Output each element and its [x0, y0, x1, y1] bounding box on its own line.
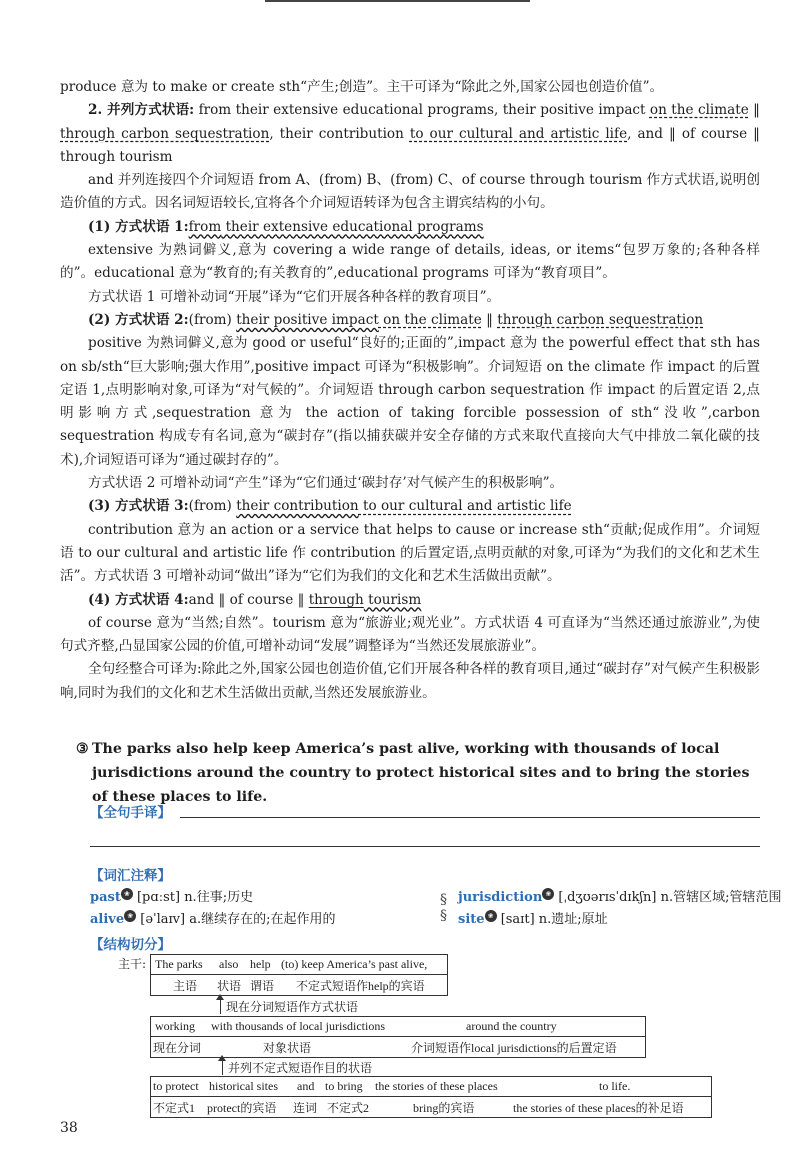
phrase: (from)	[188, 311, 237, 328]
paragraph	[60, 472, 760, 495]
segment: the stories of these places	[375, 1079, 498, 1093]
segment-role: protect的宾语	[207, 1101, 277, 1115]
segment: working	[155, 1019, 195, 1033]
heading-label: 2. 并列方式状语:	[88, 102, 195, 119]
vocab-label: 【词汇注释】	[90, 868, 171, 884]
vocab-definition: n.遗址;原址	[538, 912, 608, 927]
structure-row-infinitive	[150, 1076, 712, 1118]
paragraph-text: extensive 为熟词僻义,意为 covering a wide range of details, ideas, or items“包罗万象的;各种各样的”。educational 意为“教育的;有关教育的”,educational programs 可译为“教育项目”。	[60, 242, 760, 282]
divider-scroll-icon: § §	[440, 892, 447, 924]
segment-role: 主语	[173, 979, 198, 993]
segment-role: 现在分词	[153, 1041, 202, 1055]
frequency-icon: ❀	[124, 910, 136, 922]
vocab-definition: n.往事;历史	[184, 890, 254, 905]
phrase-underlined: to our cultural and artistic life	[358, 498, 572, 515]
vocab-definition: a.继续存在的;在起作用的	[189, 912, 336, 927]
phrase-underlined: through carbon sequestration	[60, 125, 270, 142]
segment-role: 谓语	[250, 979, 275, 993]
phrase: , their contribution	[269, 125, 410, 142]
paragraph	[60, 332, 760, 472]
paragraph	[60, 239, 760, 286]
phrase-wavy: from	[188, 218, 222, 235]
paragraph	[60, 612, 760, 659]
phrase-underlined: on the climate	[378, 311, 482, 328]
phrase-wavy: their positive impact	[236, 311, 379, 328]
paragraph-text: 全句经整合可译为:除此之外,国家公园也创造价值,它们开展各种各样的教育项目,通过“碳封存”对气候产生积极影响,同时为我们的文化和艺术生活做出贡献,当然还发展旅游业。	[60, 661, 760, 701]
segment: (to) keep America’s past alive,	[281, 957, 428, 971]
phrase-underlined: through carbon sequestration	[497, 311, 704, 328]
paragraph	[60, 658, 760, 705]
vocab-entry	[90, 908, 336, 927]
vocab-word: jurisdiction	[458, 890, 543, 905]
vocab-entry	[458, 886, 781, 905]
vocab-phonetic: [saɪt]	[500, 912, 535, 927]
paragraph-text: 方式状语 2 可增补动词“产生”译为“它们通过‘碳封存’对气候产生的积极影响”。	[88, 475, 564, 492]
segment-role: 介词短语作local jurisdictions的后置定语	[411, 1041, 617, 1055]
phrase-underlined: on the climate	[649, 102, 749, 119]
sentence-text: The parks also help keep America’s past alive, working with thousands of local jurisdictions around the country to protect historical sites and to bring the stories of these places to life.	[92, 741, 750, 805]
arrow-label: 并列不定式短语作目的状语	[228, 1061, 373, 1075]
adverbial-1-heading	[60, 216, 760, 239]
divider: ‖	[481, 311, 498, 328]
phrase: , and ‖ of course ‖ through tourism	[60, 125, 760, 165]
vocab-entry	[458, 908, 608, 927]
segment: to protect	[153, 1079, 199, 1093]
structure-label: 【结构切分】	[90, 937, 171, 953]
paragraph	[60, 76, 760, 99]
vocab-word: site	[458, 912, 485, 927]
structure-row-main	[150, 954, 448, 996]
adverbial-4-heading	[60, 589, 760, 612]
segment: around the country	[466, 1019, 557, 1033]
segment-role: 状语	[217, 979, 242, 993]
heading-label: (3) 方式状语 3:	[88, 498, 189, 515]
segment-role: the stories of these places的补足语	[513, 1101, 684, 1115]
segment: and	[297, 1079, 315, 1093]
divider: ‖	[748, 102, 760, 119]
arrow-label: 现在分词短语作方式状语	[226, 1000, 359, 1014]
paragraph-text: and 并列连接四个介词短语 from A、(from) B、(from) C、of course through tourism 作方式状语,说明创造价值的方式。因名词短语较长,宜将各个介词短语转译为包含主谓宾结构的小句。	[60, 172, 760, 212]
page-number: 38	[60, 1120, 78, 1136]
structure-row-participle	[150, 1016, 646, 1058]
translation-line[interactable]	[90, 846, 760, 847]
full-translation-label: 【全句手译】	[90, 805, 171, 821]
main-clause-label: 主干:	[118, 957, 147, 971]
adverbial-2-heading	[60, 309, 760, 332]
segment-role: 不定式2	[327, 1101, 370, 1115]
segment: to life.	[599, 1079, 631, 1093]
vocab-phonetic: [pɑːst]	[136, 890, 181, 905]
phrase-underlined: to our cultural and artistic life	[409, 125, 628, 142]
segment-role: 不定式1	[153, 1101, 196, 1115]
parallel-adverbial-heading	[60, 99, 760, 169]
phrase: (from)	[188, 498, 237, 515]
heading-label: (4) 方式状语 4:	[88, 591, 189, 608]
segment: The parks	[155, 957, 203, 971]
phrase-underlined: through	[308, 591, 364, 608]
phrase-wavy: their contribution	[236, 498, 359, 515]
frequency-icon: ❀	[542, 888, 554, 900]
analysis-text	[60, 76, 760, 705]
phrase-wavy: tourism	[363, 591, 422, 608]
adverbial-3-heading	[60, 495, 760, 518]
segment: also	[219, 957, 239, 971]
top-rule	[265, 0, 530, 2]
paragraph	[60, 169, 760, 216]
example-sentence	[76, 737, 762, 809]
segment: historical sites	[209, 1079, 278, 1093]
paragraph-text: positive 为熟词僻义,意为 good or useful“良好的;正面的”,impact 意为 the powerful effect that sth has on sb/sth“巨大影响;强大作用”,positive impact 可译为“积极影响”。介词短语 on the climate 作 impact 的后置定语 1,点明影响对象,可译为“对气候的”。介词短语 through carbon sequestration 作 impact 的后置定语 2,点明影响方式,sequestration 意为 the action of taking forcible possession of sth“没收”,carbon sequestration 构成专有名词,意为“碳封存”(指以捕获碳并安全存储的方式来取代直接向大气中排放二氧化碳的技术),介词短语可译为“通过碳封存的”。	[60, 335, 760, 468]
phrase: from their extensive educational programs, their positive impact	[194, 102, 650, 119]
segment: to bring	[325, 1079, 363, 1093]
vocab-entry	[90, 886, 253, 905]
paragraph-text: contribution 意为 an action or a service that helps to cause or increase sth“贡献;促成作用”。介词短语 to our cultural and artistic life 作 contribution 的后置定语,点明贡献的对象,可译为“为我们的文化和艺术生活”。方式状语 3 可增补动词“做出”译为“它们为我们的文化和艺术生活做出贡献”。	[60, 521, 760, 585]
vocab-phonetic: [əˈlaɪv]	[140, 912, 186, 927]
paragraph-text: of course 意为“当然;自然”。tourism 意为“旅游业;观光业”。方式状语 4 可直译为“当然还通过旅游业”,为使句式齐整,凸显国家公园的价值,可增补动词“发展”调整译为“当然还发展旅游业”。	[60, 614, 760, 655]
paragraph	[60, 286, 760, 309]
segment-role: 对象状语	[263, 1041, 312, 1055]
heading-label: (2) 方式状语 2:	[88, 311, 189, 328]
vocab-word: alive	[90, 912, 125, 927]
sentence-number: ③	[76, 741, 89, 757]
vocab-phonetic: [ˌdʒʊərɪsˈdɪkʃn]	[558, 890, 657, 905]
vocab-definition: n.管辖区域;管辖范围	[660, 890, 782, 905]
paragraph-text: 方式状语 1 可增补动词“开展”译为“它们开展各种各样的教育项目”。	[88, 288, 501, 305]
frequency-icon: ❀	[121, 888, 133, 900]
segment: with thousands of local jurisdictions	[211, 1019, 385, 1033]
segment: help	[250, 957, 271, 971]
segment-role: bring的宾语	[413, 1101, 475, 1115]
frequency-icon: ❀	[485, 910, 497, 922]
paragraph-text: produce 意为 to make or create sth“产生;创造”。主干可译为“除此之外,国家公园也创造价值”。	[60, 79, 664, 95]
vocab-word: past	[90, 890, 121, 905]
paragraph	[60, 519, 760, 589]
segment-role: 不定式短语作help的宾语	[296, 979, 425, 993]
heading-label: (1) 方式状语 1:	[88, 218, 189, 235]
segment-role: 连词	[293, 1101, 318, 1115]
translation-line[interactable]	[180, 817, 760, 818]
phrase: and ‖ of course ‖	[188, 591, 309, 608]
phrase-wavy: their extensive educational programs	[221, 218, 484, 235]
